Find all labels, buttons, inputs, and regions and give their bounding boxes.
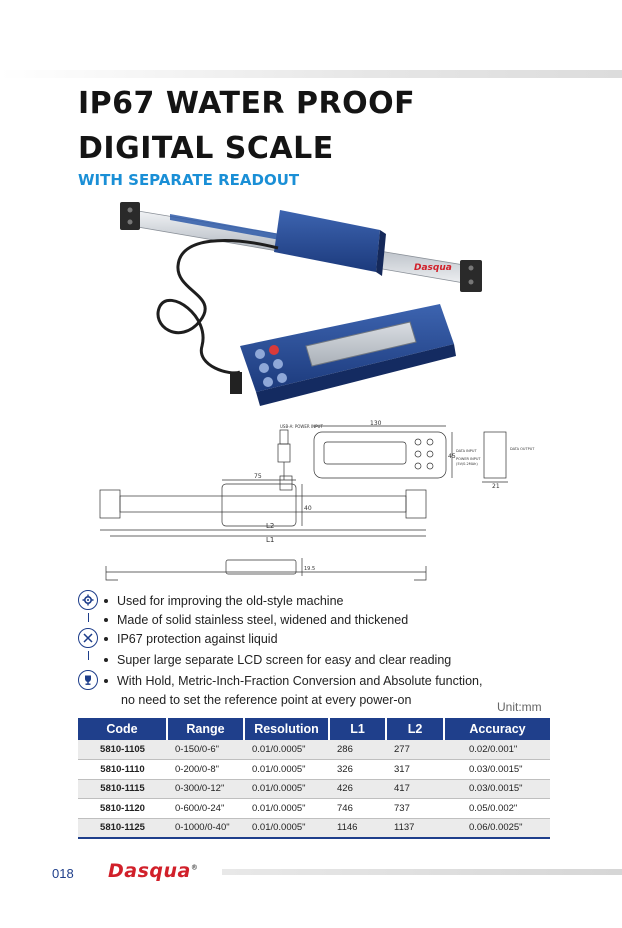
cell-resolution: 0.01/0.0005": [244, 799, 329, 819]
cell-resolution: 0.01/0.0005": [244, 818, 329, 838]
cell-resolution: 0.01/0.0005": [244, 740, 329, 760]
cell-l2: 417: [386, 779, 444, 799]
page-subtitle: WITH SEPARATE READOUT: [78, 171, 300, 189]
column-header-accuracy: Accuracy: [444, 718, 550, 740]
feature-item: Super large separate LCD screen for easy and clear reading: [104, 653, 451, 667]
dim-130: 130: [370, 420, 382, 427]
dim-19-5: 19.5: [304, 566, 316, 572]
column-header-l1: L1: [329, 718, 386, 740]
table-row: [78, 799, 550, 819]
mounting-bracket-left: [120, 202, 140, 230]
spec-table: [78, 718, 550, 839]
rail-brand-mark: Dasqua: [414, 263, 452, 273]
table-row: [78, 760, 550, 780]
page-title-line1: IP67 WATER PROOF: [78, 86, 416, 121]
cell-range: 0-300/0-12": [167, 779, 244, 799]
cell-accuracy: 0.06/0.0025": [444, 818, 550, 838]
cell-l2: 277: [386, 740, 444, 760]
feature-item: With Hold, Metric-Inch-Fraction Conversion and Absolute function,: [104, 674, 482, 688]
cell-l1: 1146: [329, 818, 386, 838]
column-header-range: Range: [167, 718, 244, 740]
power-input-label: POWER INPUT: [456, 457, 481, 461]
trophy-icon: [78, 670, 98, 690]
mounting-bracket-right: [460, 260, 482, 292]
cell-code: 5810-1110: [78, 760, 167, 780]
table-row: [78, 740, 550, 760]
usb-label: USB-A: POWER INPUT: [280, 424, 323, 429]
cell-resolution: 0.01/0.0005": [244, 760, 329, 780]
table-header-row: [78, 718, 550, 740]
cell-accuracy: 0.03/0.0015": [444, 760, 550, 780]
product-photo: [110, 196, 500, 424]
cell-l1: 326: [329, 760, 386, 780]
feature-item: IP67 protection against liquid: [104, 632, 278, 646]
feature-connector-line: [88, 613, 89, 622]
cell-l2: 737: [386, 799, 444, 819]
readout-unit: [230, 304, 456, 406]
power-spec-label: (5V/0.2MAh): [456, 462, 478, 466]
feature-continuation: no need to set the reference point at every power-on: [121, 693, 412, 707]
cell-code: 5810-1125: [78, 818, 167, 838]
tools-icon: [78, 628, 98, 648]
dim-21: 21: [492, 483, 500, 490]
cell-l2: 1137: [386, 818, 444, 838]
cell-l1: 746: [329, 799, 386, 819]
table-row: [78, 818, 550, 838]
cell-range: 0-1000/0-40": [167, 818, 244, 838]
registered-mark: ®: [190, 863, 199, 872]
cell-range: 0-200/0-8": [167, 760, 244, 780]
unit-label: Unit:mm: [497, 700, 542, 714]
page-title-line2: DIGITAL SCALE: [78, 131, 334, 166]
table-row: [78, 779, 550, 799]
cell-l1: 426: [329, 779, 386, 799]
brand-logo: Dasqua®: [108, 860, 199, 882]
dim-l2: L2: [266, 522, 275, 530]
header-decor-bar: [0, 70, 622, 78]
dim-40: 40: [304, 505, 312, 512]
data-input-label: DATA INPUT: [456, 449, 477, 453]
cell-accuracy: 0.02/0.001": [444, 740, 550, 760]
cell-code: 5810-1120: [78, 799, 167, 819]
cell-accuracy: 0.05/0.002": [444, 799, 550, 819]
data-output-label: DATA OUTPUT: [510, 447, 535, 451]
cell-l1: 286: [329, 740, 386, 760]
cell-range: 0-150/0-6": [167, 740, 244, 760]
cell-accuracy: 0.03/0.0015": [444, 779, 550, 799]
dim-75: 75: [254, 473, 262, 480]
gear-icon: [78, 590, 98, 610]
column-header-l2: L2: [386, 718, 444, 740]
dim-l1: L1: [266, 536, 275, 544]
cell-code: 5810-1105: [78, 740, 167, 760]
cell-range: 0-600/0-24": [167, 799, 244, 819]
reading-head: [274, 210, 386, 276]
feature-item: Used for improving the old-style machine: [104, 594, 344, 608]
cell-code: 5810-1115: [78, 779, 167, 799]
column-header-code: Code: [78, 718, 167, 740]
footer-decor-bar: [222, 869, 622, 875]
cell-l2: 317: [386, 760, 444, 780]
feature-connector-line: [88, 651, 89, 660]
column-header-resolution: Resolution: [244, 718, 329, 740]
dim-45: 45: [448, 453, 456, 460]
page-number: 018: [52, 866, 74, 881]
feature-item: Made of solid stainless steel, widened and thickened: [104, 613, 408, 627]
technical-drawing: [96, 420, 538, 592]
cell-resolution: 0.01/0.0005": [244, 779, 329, 799]
